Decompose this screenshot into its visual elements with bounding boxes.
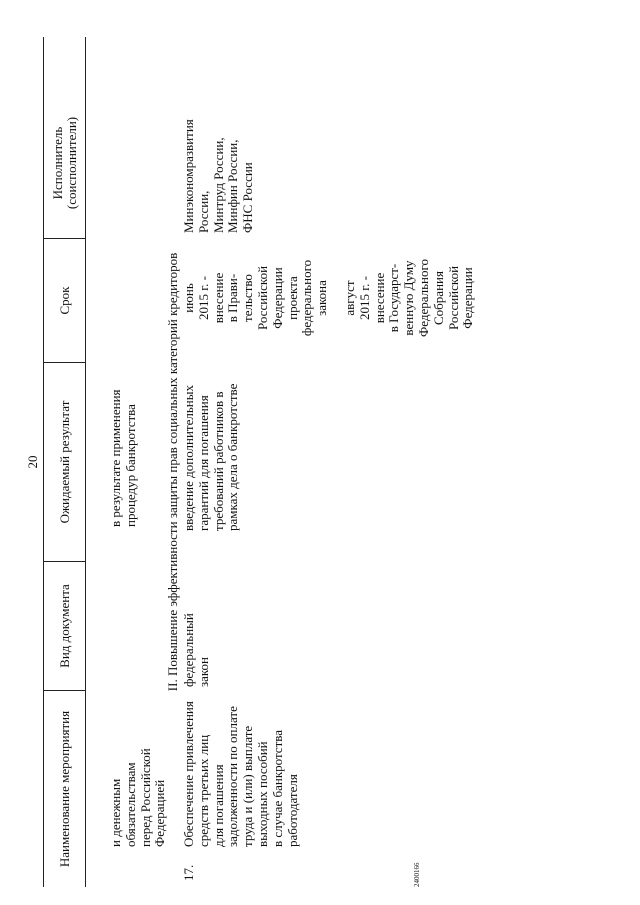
header-name: Наименование мероприятия (56, 710, 72, 868)
row-17-deadline-1: июнь 2015 г. - внесение в Прави- тельство Российской Федерации проекта федерального закона (181, 259, 330, 337)
header-doc-type: Вид документа (56, 584, 72, 668)
header-deadline: Срок (56, 286, 72, 315)
rotated-page (25, 37, 476, 887)
document-code: 2400166 (413, 862, 421, 887)
section-title: II. Повышение эффективности защиты прав социальных категорий кредиторов (165, 252, 180, 692)
page-number: 20 (25, 455, 40, 469)
header-executor: Исполнитель (соисполнители) (49, 116, 79, 210)
header-result: Ожидаемый результат (56, 400, 72, 524)
continuation-result: в результате применения процедур банкротства (108, 389, 138, 527)
row-17-name: Обеспечение привлечения средств третьих лиц для погашения задолженности по оплате труда и (или) выплате выходных пособий в случае банкротства работодателя (181, 701, 300, 847)
row-17-executor: Минэкономразвития России, Минтруд России, Минфин России, ФНС России (181, 119, 256, 233)
row-17-deadline-2: август 2015 г. - внесение в Государст- венную Думу Федерального Собрания Российской Федерации (342, 258, 476, 338)
row-number: 17. (181, 864, 196, 881)
header-bottom-border (85, 37, 86, 887)
row-17-doc-type: федеральный закон (181, 613, 211, 687)
row-17-result: введение дополнительных гарантий для погашения требований работников в рамках дела о банкротстве (181, 383, 241, 531)
continuation-name: и денежным обязательствам перед Российской Федерацией (108, 748, 168, 847)
